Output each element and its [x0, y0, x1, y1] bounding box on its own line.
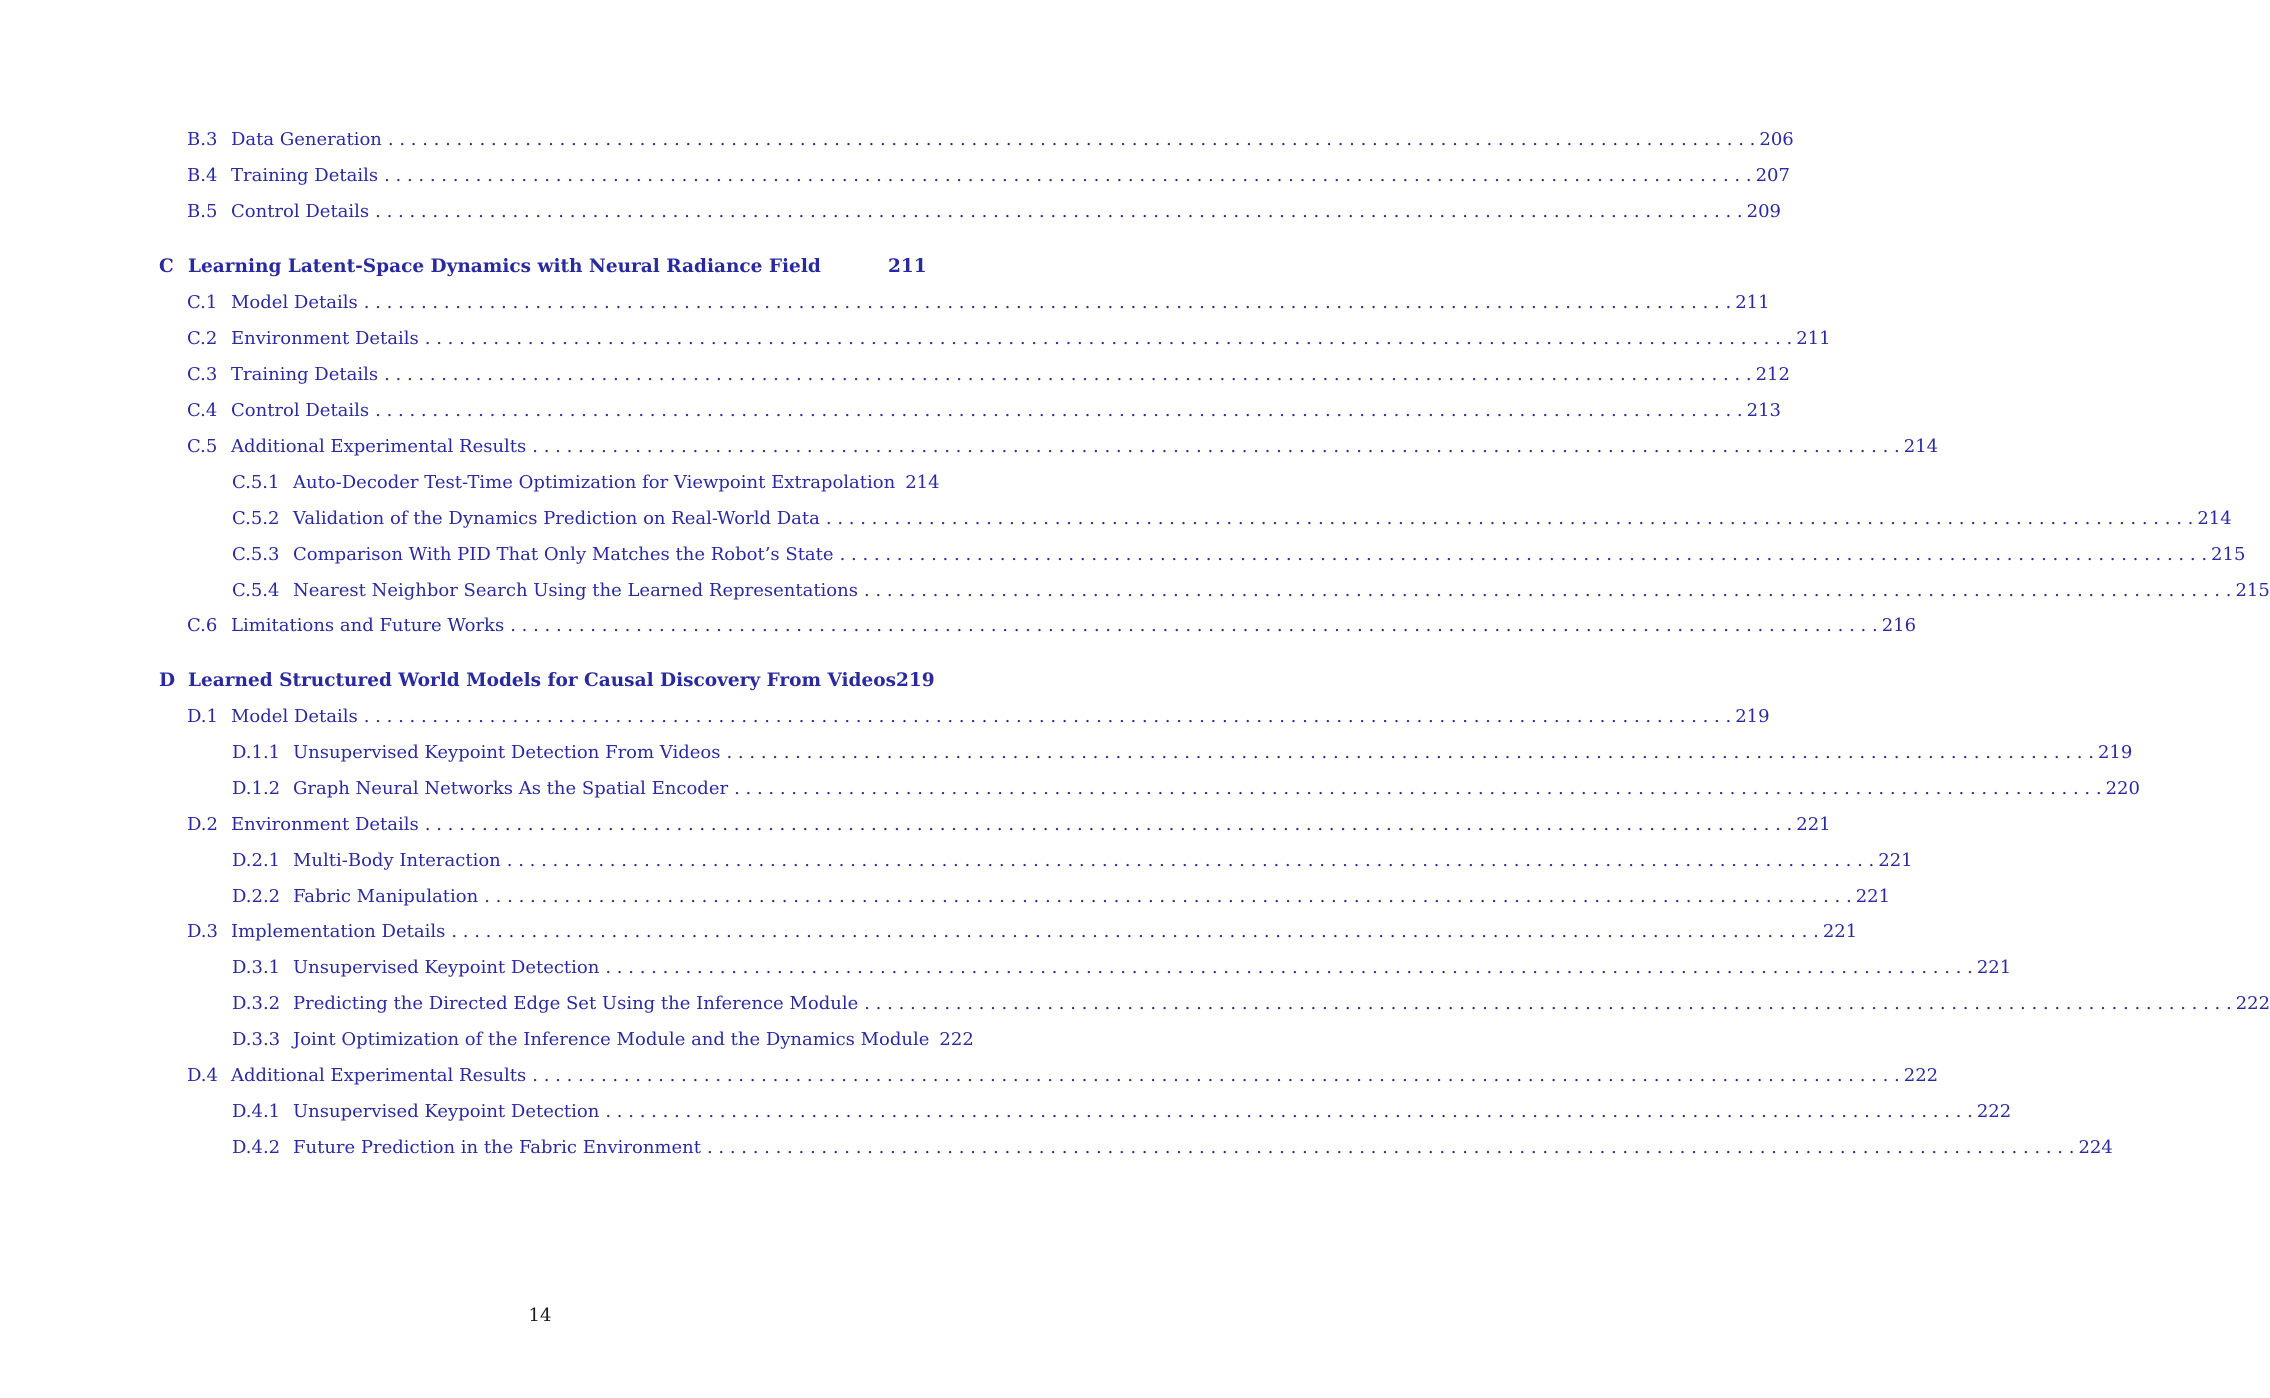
toc-dot-leader: . . . . . . . . . . . . . . . . . . . . . . . . . . . . . . . . . . . . . . . . . . . . . . . . . . . . . . . . . . . . . . . . . . . . . . . . . . . . . . . . . . . . . . . . . . . . . . . . . . . . . . . . . . . . . . . . . . . . . . . . [706, 1137, 2075, 1158]
toc-entry-page[interactable]: 220 [2105, 778, 2140, 799]
toc-entry-number: C.4 [187, 400, 218, 421]
toc-dot-leader: . . . . . . . . . . . . . . . . . . . . . . . . . . . . . . . . . . . . . . . . . . . . . . . . . . . . . . . . . . . . . . . . . . . . . . . . . . . . . . . . . . . . . . . . . . . . . . . . . . . . . . . . . . . . . . . . . . . . . . . . [424, 814, 1793, 835]
toc-entry-number: D.3 [187, 921, 218, 942]
toc-subsection-entry[interactable] [232, 1136, 2113, 1160]
toc-entry-page[interactable]: 221 [1796, 814, 1831, 835]
toc-subsection-entry[interactable] [232, 471, 940, 495]
toc-dot-leader: . . . . . . . . . . . . . . . . . . . . . . . . . . . . . . . . . . . . . . . . . . . . . . . . . . . . . . . . . . . . . . . . . . . . . . . . . . . . . . . . . . . . . . . . . . . . . . . . . . . . . . . . . . . . . . . . . . . . . . . . [839, 544, 2208, 565]
toc-entry-number: D.3.3 [232, 1029, 281, 1050]
toc-section-entry[interactable] [187, 614, 1917, 638]
toc-section-entry[interactable] [187, 399, 1781, 423]
toc-entry-title[interactable]: Data Generation [231, 129, 382, 150]
toc-dot-leader: . . . . . . . . . . . . . . . . . . . . . . . . . . . . . . . . . . . . . . . . . . . . . . . . . . . . . . . . . . . . . . . . . . . . . . . . . . . . . . . . . . . . . . . . . . . . . . . . . . . . . . . . . . . . . . . . . . . . . . . . [363, 292, 1732, 313]
toc-entry-page[interactable]: 211 [888, 256, 927, 277]
toc-entry-title[interactable]: Training Details [231, 364, 379, 385]
toc-dot-leader: . . . . . . . . . . . . . . . . . . . . . . . . . . . . . . . . . . . . . . . . . . . . . . . . . . . . . . . . . . . . . . . . . . . . . . . . . . . . . . . . . . . . . . . . . . . . . . . . . . . . . . . . . . . . . . . . . . . . . . . . [384, 165, 1752, 186]
toc-subsection-entry[interactable] [232, 579, 2270, 603]
toc-entry-title[interactable]: Implementation Details [231, 921, 446, 942]
toc-subsection-entry[interactable] [232, 543, 2246, 567]
toc-dot-leader: . . . . . . . . . . . . . . . . . . . . . . . . . . . . . . . . . . . . . . . . . . . . . . . . . . . . . . . . . . . . . . . . . . . . . . . . . . . . . . . . . . . . . . . . . . . . . . . . . . . . . . . . . . . . . . . . . . . . . . . . [605, 1101, 1973, 1122]
toc-entry-number: D.3.2 [232, 993, 281, 1014]
toc-dot-leader: . . . . . . . . . . . . . . . . . . . . . . . . . . . . . . . . . . . . . . . . . . . . . . . . . . . . . . . . . . . . . . . . . . . . . . . . . . . . . . . . . . . . . . . . . . . . . . . . . . . . . . . . . . . . . . . . . . . . . . . . [510, 615, 1878, 636]
toc-entry-number: C.5.4 [232, 580, 280, 601]
toc-entry-title[interactable]: Comparison With PID That Only Matches the Robot’s State [293, 544, 834, 565]
toc-entry-page[interactable]: 211 [1735, 292, 1770, 313]
toc-entry-number: D.2.2 [232, 886, 281, 907]
toc-entry-title[interactable]: Environment Details [231, 814, 419, 835]
toc-dot-leader: . . . . . . . . . . . . . . . . . . . . . . . . . . . . . . . . . . . . . . . . . . . . . . . . . . . . . . . . . . . . . . . . . . . . . . . . . . . . . . . . . . . . . . . . . . . . . . . . . . . . . . . . . . . . . . . . . . . . . . . . [864, 993, 2232, 1014]
toc-subsection-entry[interactable] [232, 956, 2012, 980]
toc-entry-page[interactable]: 222 [1976, 1101, 2012, 1122]
toc-entry-page[interactable]: 222 [939, 1029, 974, 1050]
toc-dot-leader: . . . . . . . . . . . . . . . . . . . . . . . . . . . . . . . . . . . . . . . . . . . . . . . . . . . . . . . . . . . . . . . . . . . . . . . . . . . . . . . . . . . . . . . . . . . . . . . . . . . . . . . . . . . . . . . . . . . . . . . . [532, 436, 1900, 457]
toc-entry-number: D [159, 670, 176, 691]
toc-entry-number: B.3 [187, 129, 218, 150]
toc-entry-number: C.5.2 [232, 508, 280, 529]
toc-subsection-entry[interactable] [232, 777, 2140, 801]
toc-entry-number: C.1 [187, 292, 218, 313]
toc-entry-page[interactable]: 221 [1878, 850, 1913, 871]
page-number: 14 [528, 1305, 552, 1326]
toc-entry-title[interactable]: Training Details [231, 165, 379, 186]
toc-entry-number: C [159, 256, 174, 277]
toc-entry-page[interactable]: 219 [1735, 706, 1770, 727]
toc-entry-title[interactable]: Learned Structured World Models for Causal Discovery From Videos [188, 670, 897, 691]
toc-entry-number: C.5.1 [232, 472, 280, 493]
toc-entry-page[interactable]: 221 [1822, 921, 1858, 942]
toc-section-entry[interactable] [187, 705, 1770, 729]
toc-subsection-entry[interactable] [232, 1100, 2012, 1124]
toc-dot-leader: . . . . . . . . . . . . . . . . . . . . . . . . . . . . . . . . . . . . . . . . . . . . . . . . . . . . . . . . . . . . . . . . . . . . . . . . . . . . . . . . . . . . . . . . . . . . . . . . . . . . . . . . . . . . . . . . . . . . . . . . [506, 850, 1875, 871]
toc-entry-page[interactable]: 209 [1746, 201, 1781, 222]
toc-section-entry[interactable] [187, 363, 1790, 387]
toc-section-entry[interactable] [187, 291, 1770, 315]
toc-entry-number: C.2 [187, 328, 218, 349]
toc-section-entry[interactable] [187, 1064, 1939, 1088]
toc-entry-number: D.1 [187, 706, 218, 727]
toc-subsection-entry[interactable] [232, 1028, 974, 1052]
toc-dot-leader: . . . . . . . . . . . . . . . . . . . . . . . . . . . . . . . . . . . . . . . . . . . . . . . . . . . . . . . . . . . . . . . . . . . . . . . . . . . . . . . . . . . . . . . . . . . . . . . . . . . . . . . . . . . . . . . . . . . . . . . . [726, 742, 2094, 763]
toc-entry-title[interactable]: Model Details [231, 706, 358, 727]
toc-dot-leader: . . . . . . . . . . . . . . . . . . . . . . . . . . . . . . . . . . . . . . . . . . . . . . . . . . . . . . . . . . . . . . . . . . . . . . . . . . . . . . . . . . . . . . . . . . . . . . . . . . . . . . . . . . . . . . . . . . . . . . . . [363, 706, 1732, 727]
toc-entry-title[interactable]: Learning Latent-Space Dynamics with Neural Radiance Field [188, 256, 821, 277]
toc-entry-number: C.5.3 [232, 544, 280, 565]
toc-dot-leader: . . . . . . . . . . . . . . . . . . . . . . . . . . . . . . . . . . . . . . . . . . . . . . . . . . . . . . . . . . . . . . . . . . . . . . . . . . . . . . . . . . . . . . . . . . . . . . . . . . . . . . . . . . . . . . . . . . . . . . . . [605, 957, 1973, 978]
toc-entry-title[interactable]: Joint Optimization of the Inference Module and the Dynamics Module [293, 1029, 930, 1050]
toc-entry-page[interactable]: 222 [1903, 1065, 1939, 1086]
toc-entry-title[interactable]: Additional Experimental Results [231, 1065, 527, 1086]
toc-entry-number: D.4 [187, 1065, 218, 1086]
toc-entry-number: D.2.1 [232, 850, 281, 871]
toc-dot-leader: . . . . . . . . . . . . . . . . . . . . . . . . . . . . . . . . . . . . . . . . . . . . . . . . . . . . . . . . . . . . . . . . . . . . . . . . . . . . . . . . . . . . . . . . . . . . . . . . . . . . . . . . . . . . . . . . . . . . . . . . [532, 1065, 1900, 1086]
toc-section-entry[interactable] [187, 920, 1858, 944]
toc-entry-page[interactable]: 212 [1755, 364, 1790, 385]
toc-entry-title[interactable]: Multi-Body Interaction [293, 850, 501, 871]
toc-entry-page[interactable]: 215 [2235, 580, 2270, 601]
toc-subsection-entry[interactable] [232, 992, 2270, 1016]
toc-entry-number: B.5 [187, 201, 218, 222]
toc-section-entry[interactable] [187, 128, 1794, 152]
toc-entry-title[interactable]: Control Details [231, 400, 370, 421]
toc-entry-page[interactable]: 215 [2211, 544, 2246, 565]
toc-entry-page[interactable]: 213 [1746, 400, 1781, 421]
toc-dot-leader: . . . . . . . . . . . . . . . . . . . . . . . . . . . . . . . . . . . . . . . . . . . . . . . . . . . . . . . . . . . . . . . . . . . . . . . . . . . . . . . . . . . . . . . . . . . . . . . . . . . . . . . . . . . . . . . . . . . . . . . . [384, 364, 1752, 385]
toc-entry-title[interactable]: Limitations and Future Works [231, 615, 505, 636]
toc-dot-leader: . . . . . . . . . . . . . . . . . . . . . . . . . . . . . . . . . . . . . . . . . . . . . . . . . . . . . . . . . . . . . . . . . . . . . . . . . . . . . . . . . . . . . . . . . . . . . . . . . . . . . . . . . . . . . . . . . . . . . . . . [424, 328, 1793, 349]
toc-entry-title[interactable]: Predicting the Directed Edge Set Using the Inference Module [293, 993, 859, 1014]
toc-entry-page[interactable]: 216 [1881, 615, 1917, 636]
toc-section-entry[interactable] [187, 164, 1790, 188]
toc-entry-title[interactable]: Additional Experimental Results [231, 436, 527, 457]
toc-entry-page[interactable]: 219 [2097, 742, 2133, 763]
toc-entry-page[interactable]: 221 [1976, 957, 2012, 978]
toc-entry-page[interactable]: 224 [2078, 1137, 2113, 1158]
toc-entry-page[interactable]: 207 [1755, 165, 1790, 186]
toc-section-entry[interactable] [187, 435, 1939, 459]
toc-dot-leader: . . . . . . . . . . . . . . . . . . . . . . . . . . . . . . . . . . . . . . . . . . . . . . . . . . . . . . . . . . . . . . . . . . . . . . . . . . . . . . . . . . . . . . . . . . . . . . . . . . . . . . . . . . . . . . . . . . . . . . . . [484, 886, 1852, 907]
toc-entry-page[interactable]: 214 [2197, 508, 2232, 529]
toc-entry-number: C.6 [187, 615, 218, 636]
toc-subsection-entry[interactable] [232, 741, 2133, 765]
toc-entry-title[interactable]: Unsupervised Keypoint Detection [293, 1101, 600, 1122]
toc-entry-title[interactable]: Model Details [231, 292, 358, 313]
toc-entry-title[interactable]: Unsupervised Keypoint Detection From Videos [293, 742, 721, 763]
toc-entry-title[interactable]: Fabric Manipulation [293, 886, 479, 907]
toc-entry-number: C.5 [187, 436, 218, 457]
toc-section-entry[interactable] [187, 813, 1831, 837]
toc-subsection-entry[interactable] [232, 885, 1891, 909]
toc-entry-title[interactable]: Auto-Decoder Test-Time Optimization for Viewpoint Extrapolation [293, 472, 896, 493]
toc-dot-leader: . . . . . . . . . . . . . . . . . . . . . . . . . . . . . . . . . . . . . . . . . . . . . . . . . . . . . . . . . . . . . . . . . . . . . . . . . . . . . . . . . . . . . . . . . . . . . . . . . . . . . . . . . . . . . . . . . . . . . . . . [387, 129, 1756, 150]
toc-entry-title[interactable]: Graph Neural Networks As the Spatial Encoder [293, 778, 729, 799]
toc-entry-title[interactable]: Nearest Neighbor Search Using the Learned Representations [293, 580, 858, 601]
toc-entry-number: D.1.1 [232, 742, 281, 763]
toc-dot-leader: . . . . . . . . . . . . . . . . . . . . . . . . . . . . . . . . . . . . . . . . . . . . . . . . . . . . . . . . . . . . . . . . . . . . . . . . . . . . . . . . . . . . . . . . . . . . . . . . . . . . . . . . . . . . . . . . . . . . . . . . [451, 921, 1819, 942]
toc-entry-title[interactable]: Unsupervised Keypoint Detection [293, 957, 600, 978]
toc-subsection-entry[interactable] [232, 849, 1913, 873]
toc-entry-page[interactable]: 206 [1759, 129, 1794, 150]
toc-appendix-entry[interactable] [159, 255, 927, 279]
toc-dot-leader: . . . . . . . . . . . . . . . . . . . . . . . . . . . . . . . . . . . . . . . . . . . . . . . . . . . . . . . . . . . . . . . . . . . . . . . . . . . . . . . . . . . . . . . . . . . . . . . . . . . . . . . . . . . . . . . . . . . . . . . . [863, 580, 2232, 601]
toc-entry-number: D.3.1 [232, 957, 281, 978]
toc-section-entry[interactable] [187, 200, 1781, 224]
toc-entry-page[interactable]: 214 [905, 472, 940, 493]
toc-entry-page[interactable]: 211 [1796, 328, 1831, 349]
toc-entry-title[interactable]: Future Prediction in the Fabric Environment [293, 1137, 701, 1158]
toc-entry-number: D.2 [187, 814, 218, 835]
toc-dot-leader: . . . . . . . . . . . . . . . . . . . . . . . . . . . . . . . . . . . . . . . . . . . . . . . . . . . . . . . . . . . . . . . . . . . . . . . . . . . . . . . . . . . . . . . . . . . . . . . . . . . . . . . . . . . . . . . . . . . . . . . . [375, 400, 1743, 421]
toc-entry-number: D.1.2 [232, 778, 281, 799]
toc-appendix-entry[interactable] [159, 669, 935, 693]
toc-entry-title[interactable]: Control Details [231, 201, 370, 222]
toc-entry-title[interactable]: Environment Details [231, 328, 419, 349]
toc-entry-number: B.4 [187, 165, 218, 186]
toc-entry-page[interactable]: 219 [896, 670, 935, 691]
toc-entry-number: C.3 [187, 364, 218, 385]
toc-entry-number: D.4.1 [232, 1101, 281, 1122]
toc-dot-leader: . . . . . . . . . . . . . . . . . . . . . . . . . . . . . . . . . . . . . . . . . . . . . . . . . . . . . . . . . . . . . . . . . . . . . . . . . . . . . . . . . . . . . . . . . . . . . . . . . . . . . . . . . . . . . . . . . . . . . . . . [825, 508, 2194, 529]
toc-entry-title[interactable]: Validation of the Dynamics Prediction on Real-World Data [293, 508, 820, 529]
toc-entry-page[interactable]: 214 [1903, 436, 1939, 457]
toc-dot-leader: . . . . . . . . . . . . . . . . . . . . . . . . . . . . . . . . . . . . . . . . . . . . . . . . . . . . . . . . . . . . . . . . . . . . . . . . . . . . . . . . . . . . . . . . . . . . . . . . . . . . . . . . . . . . . . . . . . . . . . . . [375, 201, 1743, 222]
toc-entry-number: D.4.2 [232, 1137, 281, 1158]
toc-section-entry[interactable] [187, 327, 1831, 351]
toc-subsection-entry[interactable] [232, 507, 2232, 531]
toc-entry-page[interactable]: 222 [2235, 993, 2270, 1014]
toc-entry-page[interactable]: 221 [1855, 886, 1891, 907]
toc-dot-leader: . . . . . . . . . . . . . . . . . . . . . . . . . . . . . . . . . . . . . . . . . . . . . . . . . . . . . . . . . . . . . . . . . . . . . . . . . . . . . . . . . . . . . . . . . . . . . . . . . . . . . . . . . . . . . . . . . . . . . . . . [734, 778, 2102, 799]
